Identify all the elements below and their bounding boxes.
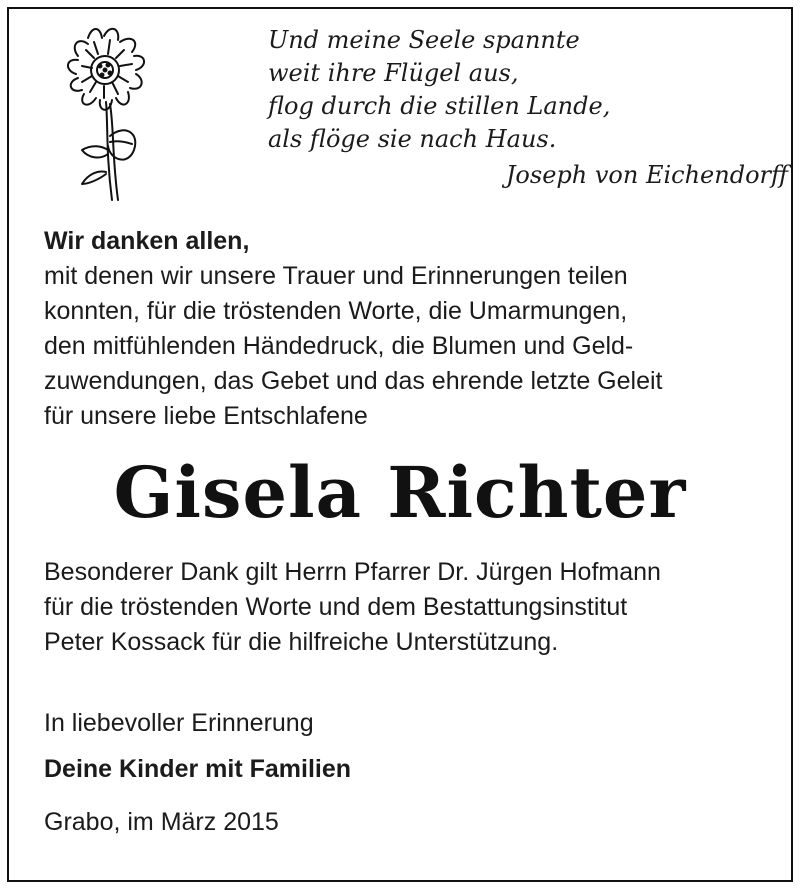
thanks-line: für unsere liebe Entschlafene bbox=[44, 402, 368, 430]
deceased-name: Gisela Richter bbox=[113, 451, 687, 534]
thanks-heading: Wir danken allen, bbox=[44, 227, 250, 255]
special-thanks-line: Peter Kossack für die hilfreiche Unterstützung. bbox=[44, 628, 559, 656]
poem-line: als flöge sie nach Haus. bbox=[268, 125, 557, 153]
closing-phrase: In liebevoller Erinnerung bbox=[44, 709, 314, 737]
poem-line: weit ihre Flügel aus, bbox=[268, 59, 519, 87]
place-date: Grabo, im März 2015 bbox=[44, 808, 279, 836]
special-thanks-line: Besonderer Dank gilt Herrn Pfarrer Dr. Jürgen Hofmann bbox=[44, 558, 661, 586]
thanks-line: mit denen wir unsere Trauer und Erinnerungen teilen bbox=[44, 262, 628, 290]
sunflower-icon bbox=[48, 24, 158, 204]
poem-line: flog durch die stillen Lande, bbox=[268, 92, 611, 120]
poem bbox=[268, 24, 788, 156]
thanks-section bbox=[44, 224, 784, 434]
poem-line: Und meine Seele spannte bbox=[268, 26, 580, 54]
thanks-line: konnten, für die tröstenden Worte, die Umarmungen, bbox=[44, 297, 628, 325]
thanks-line: den mitfühlenden Händedruck, die Blumen und Geld- bbox=[44, 332, 634, 360]
special-thanks-line: für die tröstenden Worte und dem Bestattungsinstitut bbox=[44, 593, 628, 621]
thanks-line: zuwendungen, das Gebet und das ehrende letzte Geleit bbox=[44, 367, 663, 395]
family-signature: Deine Kinder mit Familien bbox=[44, 755, 352, 783]
poem-author: Joseph von Eichendorff bbox=[505, 161, 788, 189]
special-thanks-section bbox=[44, 555, 784, 660]
